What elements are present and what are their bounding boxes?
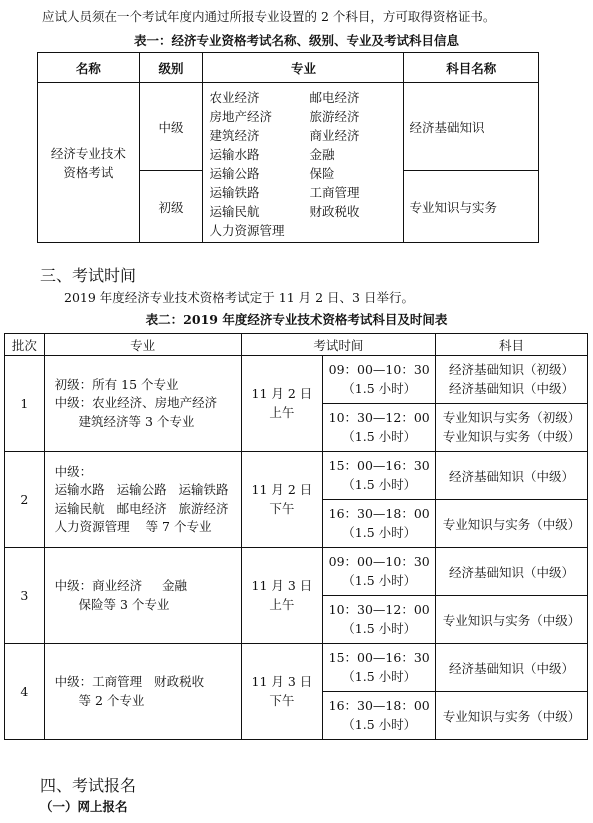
- major-item: 运输民航: [209, 204, 260, 219]
- batch-number: 4: [5, 644, 45, 740]
- duration: （1.5 小时）: [342, 524, 417, 540]
- major-item: 运输公路: [209, 166, 260, 181]
- major-line: 等 2 个专业: [54, 692, 145, 708]
- duration: （1.5 小时）: [342, 716, 417, 732]
- table2-header: 考试时间: [241, 334, 436, 356]
- major-line: 中级：工商管理 财政税收: [54, 674, 205, 689]
- table2-header: 专业: [44, 334, 241, 356]
- period-text: 上午: [269, 596, 295, 612]
- major-line: 建筑经济等 3 个专业: [54, 413, 195, 429]
- major-line: 运输民航 邮电经济 旅游经济: [54, 500, 229, 516]
- period-text: 下午: [269, 500, 295, 516]
- major-item: 保险: [309, 166, 335, 181]
- table2-header: 科目: [436, 334, 588, 356]
- date-text: 11 月 3 日: [251, 674, 313, 689]
- major-item: 邮电经济: [309, 90, 360, 105]
- time-range: 16：30—18：00: [328, 506, 430, 521]
- slot-time: [323, 548, 436, 596]
- table2-header: 批次: [5, 334, 45, 356]
- section3-heading: 三、考试时间: [40, 266, 137, 285]
- major-item: 人力资源管理: [209, 223, 285, 238]
- table1-majors: [203, 83, 404, 243]
- major-item: 农业经济: [209, 90, 260, 105]
- time-range: 15：00—16：30: [328, 458, 430, 473]
- subject-text: 专业知识与实务（中级）: [442, 612, 581, 628]
- batch-date: [241, 644, 323, 740]
- section4-subheading: （一）网上报名: [40, 799, 128, 814]
- slot-subjects: [436, 548, 588, 596]
- slot-subjects: [436, 596, 588, 644]
- date-text: 11 月 2 日: [251, 386, 313, 401]
- major-item: 运输水路: [209, 147, 260, 162]
- time-range: 10：30—12：00: [328, 410, 430, 425]
- duration: （1.5 小时）: [342, 620, 417, 636]
- major-item: 工商管理: [309, 185, 360, 200]
- section4-heading: 四、考试报名: [40, 776, 137, 795]
- duration: （1.5 小时）: [342, 380, 417, 396]
- major-item: 旅游经济: [309, 109, 360, 124]
- duration: （1.5 小时）: [342, 428, 417, 444]
- slot-time: [323, 596, 436, 644]
- major-item: 房地产经济: [209, 109, 272, 124]
- slot-subjects: [436, 404, 588, 452]
- period-text: 下午: [269, 692, 295, 708]
- subject-text: 经济基础知识（中级）: [449, 380, 575, 396]
- slot-subjects: [436, 644, 588, 692]
- subject-text: 专业知识与实务（初级）: [442, 410, 581, 425]
- major-item: 商业经济: [309, 128, 360, 143]
- batch-majors: [44, 644, 241, 740]
- slot-subjects: [436, 692, 588, 740]
- slot-time: [323, 644, 436, 692]
- time-range: 15：00—16：30: [328, 650, 430, 665]
- major-line: 中级：商业经济 金融: [54, 578, 188, 593]
- major-line: 人力资源管理 等 7 个专业: [54, 519, 212, 534]
- table1-level: 中级: [139, 83, 203, 171]
- batch-majors: [44, 356, 241, 452]
- subject-text: 经济基础知识（中级）: [449, 564, 575, 580]
- time-range: 09：00—10：30: [328, 554, 430, 569]
- batch-date: [241, 452, 323, 548]
- date-text: 11 月 3 日: [251, 578, 313, 593]
- table2-caption: 表二：2019 年度经济专业技术资格考试科目及时间表: [145, 312, 448, 327]
- batch-majors: [44, 452, 241, 548]
- slot-time: [323, 452, 436, 500]
- table1-header: 级别: [139, 53, 203, 83]
- batch-number: 2: [5, 452, 45, 548]
- major-item: 财政税收: [309, 204, 360, 219]
- table1-header: 科目名称: [404, 53, 539, 83]
- period-text: 上午: [269, 404, 295, 420]
- table1: [37, 52, 539, 243]
- major-line: 中级：: [54, 463, 93, 479]
- major-item: 建筑经济: [209, 128, 260, 143]
- batch-number: 3: [5, 548, 45, 644]
- slot-subjects: [436, 356, 588, 404]
- time-range: 09：00—10：30: [328, 362, 430, 377]
- section3-text: 2019 年度经济专业技术资格考试定于 11 月 2 日、3 日举行。: [64, 290, 414, 305]
- intro-text: 应试人员须在一个考试年度内通过所报专业设置的 2 个科目，方可取得资格证书。: [42, 9, 496, 24]
- table1-caption: 表一：经济专业资格考试名称、级别、专业及考试科目信息: [133, 33, 459, 48]
- slot-time: [323, 356, 436, 404]
- subject-text: 经济基础知识（初级）: [449, 362, 575, 377]
- slot-subjects: [436, 452, 588, 500]
- table1-subject: 经济基础知识: [404, 83, 539, 171]
- batch-majors: [44, 548, 241, 644]
- major-line: 初级：所有 15 个专业: [54, 376, 179, 392]
- subject-text: 经济基础知识（中级）: [449, 660, 575, 676]
- slot-time: [323, 404, 436, 452]
- time-range: 16：30—18：00: [328, 698, 430, 713]
- batch-number: 1: [5, 356, 45, 452]
- subject-text: 专业知识与实务（中级）: [442, 516, 581, 532]
- table2: [4, 333, 588, 740]
- table1-subject: 专业知识与实务: [404, 171, 539, 243]
- slot-subjects: [436, 500, 588, 548]
- table1-level: 初级: [139, 171, 203, 243]
- subject-text: 经济基础知识（中级）: [449, 468, 575, 484]
- subject-text: 专业知识与实务（中级）: [442, 708, 581, 724]
- major-line: 中级：农业经济、房地产经济: [54, 395, 218, 411]
- date-text: 11 月 2 日: [251, 482, 313, 497]
- major-line: 运输水路 运输公路 运输铁路: [54, 482, 229, 497]
- subject-text: 专业知识与实务（中级）: [442, 428, 581, 444]
- major-item: 金融: [309, 147, 335, 162]
- duration: （1.5 小时）: [342, 572, 417, 588]
- table1-exam-name: [38, 83, 140, 243]
- time-range: 10：30—12：00: [328, 602, 430, 617]
- slot-time: [323, 500, 436, 548]
- table1-header: 专业: [203, 53, 404, 83]
- exam-name-line: 资格考试: [63, 164, 114, 180]
- duration: （1.5 小时）: [342, 476, 417, 492]
- batch-date: [241, 548, 323, 644]
- major-item: 运输铁路: [209, 185, 260, 200]
- slot-time: [323, 692, 436, 740]
- exam-name-line: 经济专业技术: [50, 145, 126, 161]
- table1-header: 名称: [38, 53, 140, 83]
- batch-date: [241, 356, 323, 452]
- duration: （1.5 小时）: [342, 668, 417, 684]
- major-line: 保险等 3 个专业: [54, 596, 170, 612]
